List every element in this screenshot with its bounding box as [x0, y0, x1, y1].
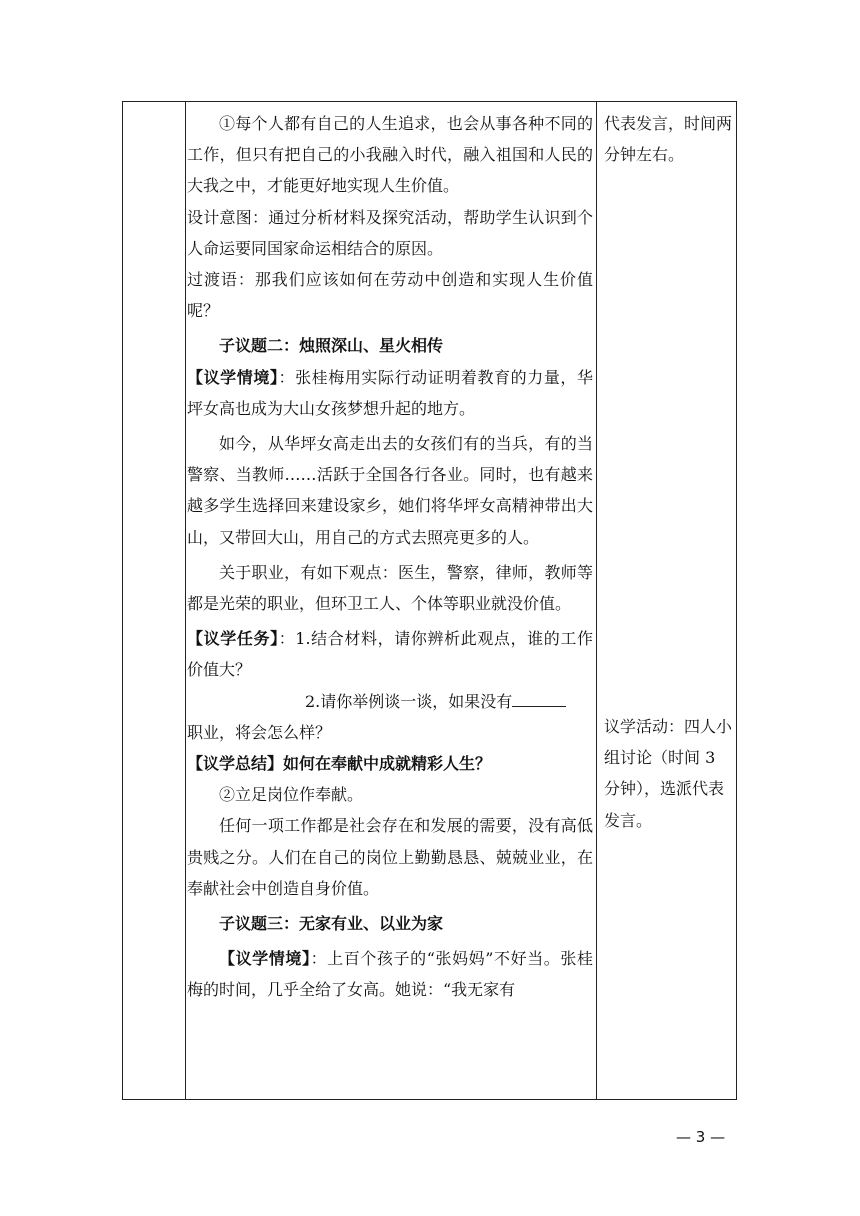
task-text-1: ：1.结合材料，请你辨析此观点，谁的工作价值大？: [187, 629, 593, 680]
summary-label: 【议学总结】: [187, 754, 284, 774]
dedication-paragraph: 任何一项工作都是社会存在和发展的需要，没有高低贵贱之分。人们在自己的岗位上勤勤恳恳、兢兢业业，在奉献社会中创造自身价值。: [187, 816, 593, 898]
summary-point-1: ①每个人都有自己的人生追求，也会从事各种不同的工作，但只有把自己的小我融入时代，融入祖国和人民的大我之中，才能更好地实现人生价值。: [187, 114, 593, 196]
situation-label: 【议学情境】: [187, 367, 279, 387]
task-paragraph: [187, 623, 593, 685]
graduates-paragraph: 如今，从华坪女高走出去的女孩们有的当兵，有的当警察、当教师……活跃于全国各行各业。同时，也有越来越多学生选择回来建设家乡，她们将华坪女高精神带出大山，又带回大山，用自己的方式去照亮更多的人。: [187, 434, 593, 547]
teaching-process-column: [187, 108, 593, 1006]
task-2-line: [187, 686, 593, 717]
situation-paragraph: [187, 362, 593, 424]
sub-topic-3-title: 子议题三：无家有业、以业为家: [219, 914, 444, 934]
situation-2-text: ：上百个孩子的“张妈妈”不好当。张桂梅的时间，几乎全给了女高。她说：“我无家有: [187, 949, 593, 1000]
summary-paragraph: [187, 748, 593, 779]
page-number: — 3 —: [676, 1128, 726, 1146]
fill-in-blank[interactable]: [512, 688, 566, 707]
side-note-2: 议学活动：四人小组讨论（时间 3 分钟），选派代表发言。: [604, 717, 733, 830]
transition-text: 过渡语：那我们应该如何在劳动中创造和实现人生价值呢？: [187, 270, 593, 321]
lesson-plan-table: [122, 101, 737, 1100]
side-note-1: 代表发言，时间两分钟左右。: [604, 114, 733, 165]
summary-point-2: ②立足岗位作奉献。: [219, 785, 364, 805]
situation-text: ：张桂梅用实际行动证明着教育的力量，华坪女高也成为大山女孩梦想升起的地方。: [187, 367, 593, 418]
column-divider-right: [596, 102, 597, 1099]
task-2-continuation: 职业，将会怎么样？: [187, 722, 332, 742]
task-label: 【议学任务】: [187, 629, 279, 649]
summary-question: 如何在奉献中成就精彩人生？: [283, 754, 492, 774]
column-divider-left: [185, 102, 186, 1099]
career-viewpoint-paragraph: 关于职业，有如下观点：医生，警察，律师，教师等都是光荣的职业，但环卫工人、个体等职业就没价值。: [187, 562, 593, 614]
design-intent: 设计意图：通过分析材料及探究活动，帮助学生认识到个人命运要同国家命运相结合的原因。: [187, 207, 593, 258]
situation-2-label: 【议学情境】: [219, 949, 311, 969]
task-text-2: 2.请你举例谈一谈，如果没有: [305, 691, 513, 711]
situation-2-paragraph: [187, 943, 593, 1005]
notes-column: [604, 108, 732, 1093]
sub-topic-2-title: 子议题二：烛照深山、星火相传: [219, 336, 444, 356]
